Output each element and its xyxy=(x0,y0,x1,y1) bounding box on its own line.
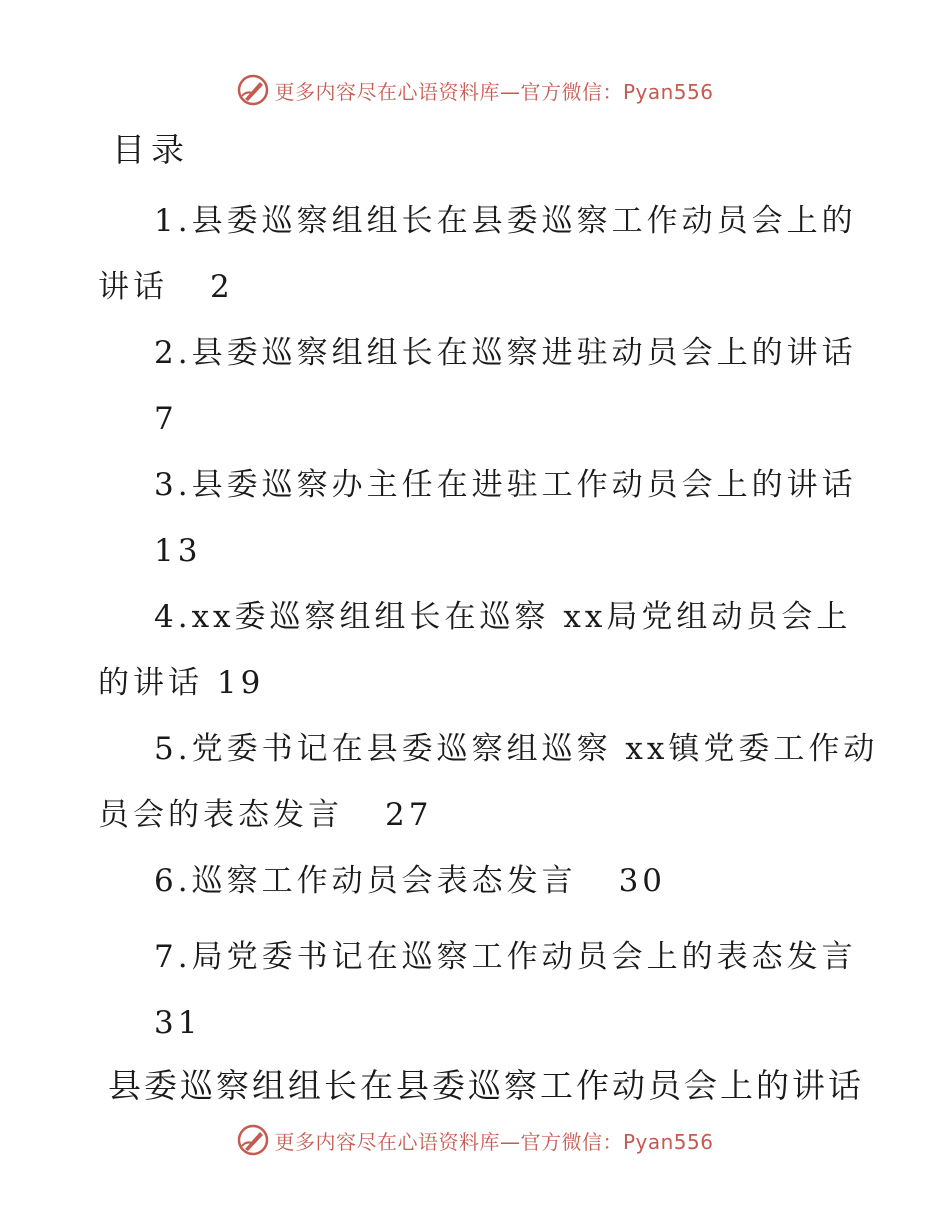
toc-item-6[interactable] xyxy=(98,848,858,914)
toc-item-4[interactable] xyxy=(98,584,858,716)
toc-page-number: 13 xyxy=(154,533,202,569)
toc-item-7[interactable] xyxy=(98,924,858,1056)
toc-item-text: 4.xx委巡察组组长在巡察 xx局党组动员会上 xyxy=(154,599,852,635)
toc-item-text: 3.县委巡察办主任在进驻工作动员会上的讲话 xyxy=(154,467,857,503)
watermark-text: 更多内容尽在心语资料库—官方微信：Pyan556 xyxy=(274,1129,714,1154)
toc-page-number: 27 xyxy=(385,797,433,833)
toc-item-text: 2.县委巡察组组长在巡察进驻动员会上的讲话 xyxy=(154,335,857,371)
toc-item-3[interactable] xyxy=(98,452,858,584)
section-heading: 县委巡察组组长在县委巡察工作动员会上的讲话 xyxy=(108,1066,864,1105)
toc-item-text: 6.巡察工作动员会表态发言 xyxy=(154,863,577,899)
toc-item-text-cont: 员会的表态发言 xyxy=(98,797,343,833)
toc-item-text-cont: 讲话 xyxy=(98,269,168,305)
toc-title: 目录 xyxy=(112,130,190,169)
toc-item-text: 7.局党委书记在巡察工作动员会上的表态发言 xyxy=(154,939,857,975)
toc-item-1[interactable] xyxy=(98,188,858,320)
toc-page-number: 31 xyxy=(154,1005,202,1041)
toc-page-number: 2 xyxy=(210,269,234,305)
quill-pen-logo-icon xyxy=(236,1123,270,1157)
quill-pen-logo-icon xyxy=(236,73,270,107)
watermark-banner-top xyxy=(0,70,950,110)
toc-item-5[interactable] xyxy=(98,716,879,848)
toc-item-2[interactable] xyxy=(98,320,858,452)
toc-page-number: 30 xyxy=(618,863,667,899)
toc-item-text: 1.县委巡察组组长在县委巡察工作动员会上的 xyxy=(154,203,857,239)
watermark-banner-bottom xyxy=(0,1120,950,1160)
toc-item-text-cont: 的讲话 xyxy=(98,665,203,701)
toc-page-number: 19 xyxy=(216,665,265,701)
toc-page-number: 7 xyxy=(154,401,178,437)
watermark-text: 更多内容尽在心语资料库—官方微信：Pyan556 xyxy=(274,79,714,104)
toc-item-text: 5.党委书记在县委巡察组巡察 xx镇党委工作动 xyxy=(154,731,879,767)
